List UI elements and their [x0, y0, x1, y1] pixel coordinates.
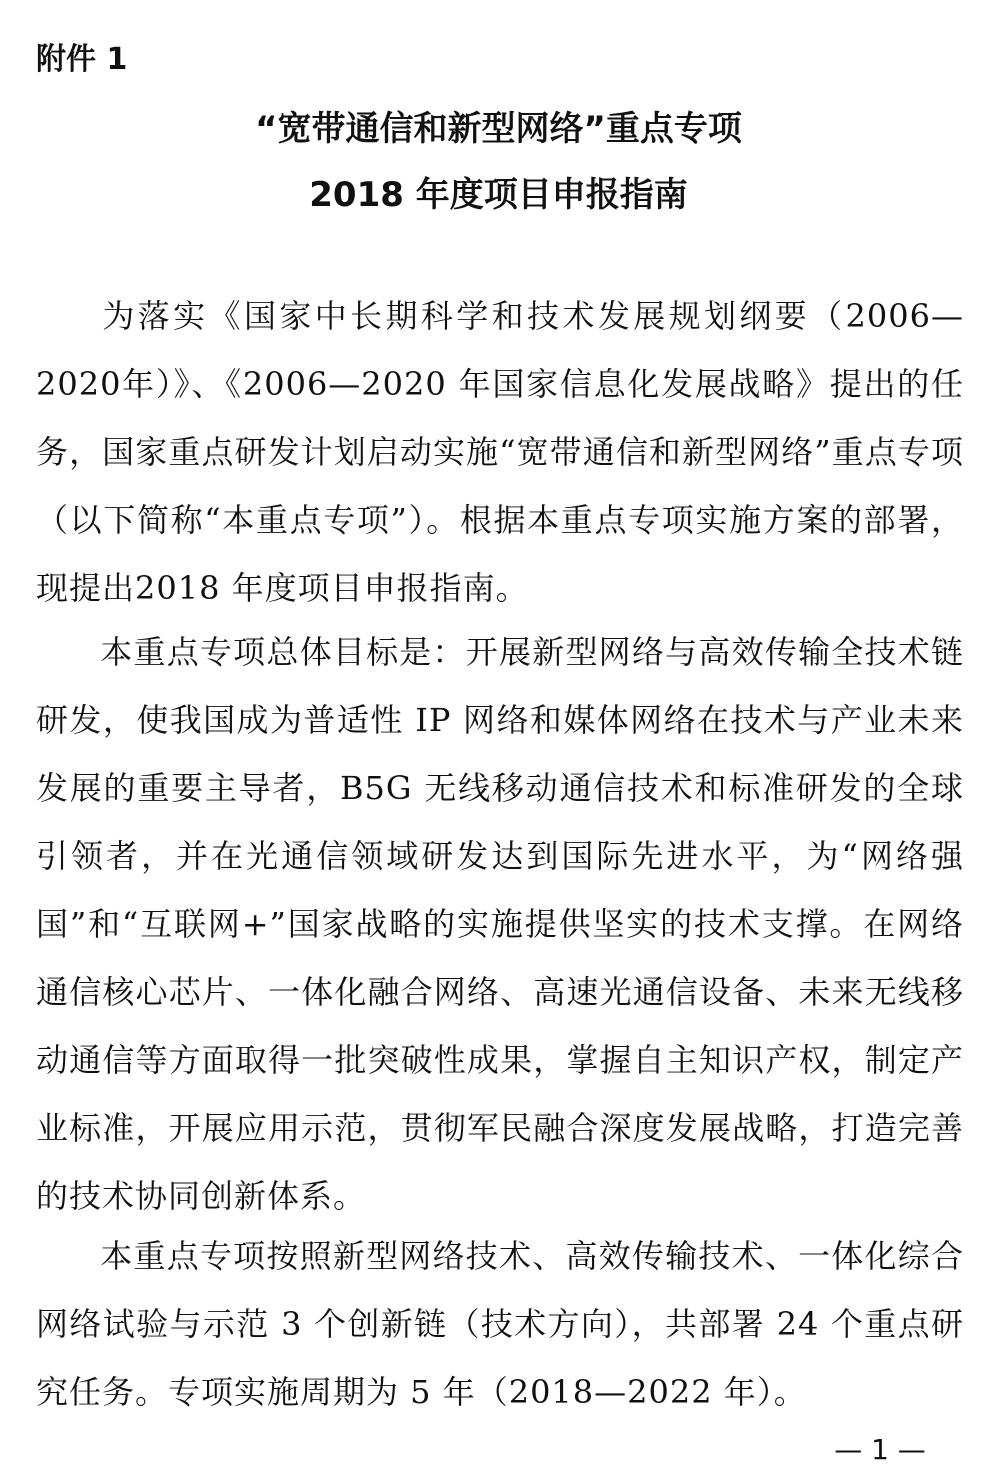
paragraph-1-text: 为落实《国家中长期科学和技术发展规划纲要（2006—2020年）》、《2006—2020 年国家信息化发展战略》提出的任务，国家重点研发计划启动实施“宽带通信和新型网络”重点专项（以下简称“本重点专项”）。根据本重点专项实施方案的部署，现提出2018 年度项目申报指南。 [36, 297, 964, 607]
paragraph-1 [36, 282, 964, 622]
document-title-line-1: “宽带通信和新型网络”重点专项 [255, 109, 742, 149]
paragraph-3 [36, 1222, 964, 1426]
attachment-label: 附件 1 [36, 42, 128, 77]
paragraph-2-text: 本重点专项总体目标是：开展新型网络与高效传输全技术链研发，使我国成为普适性 IP 网络和媒体网络在技术与产业未来发展的重要主导者，B5G 无线移动通信技术和标准研发的全球引领者，并在光通信领域研发达到国际先进水平，为“网络强国”和“互联网+”国家战略的实施提供坚实的技术支撑。在网络通信核心芯片、一体化融合网络、高速光通信设备、未来无线移动通信等方面取得一批突破性成果，掌握自主知识产权，制定产业标准，开展应用示范，贯彻军民融合深度发展战略，打造完善的技术协同创新体系。 [36, 633, 964, 1215]
paragraph-3-text: 本重点专项按照新型网络技术、高效传输技术、一体化综合网络试验与示范 3 个创新链（技术方向），共部署 24 个重点研究任务。专项实施周期为 5 年（2018—2022 年）。 [36, 1237, 964, 1411]
paragraph-2 [36, 618, 964, 1230]
document-title-line-2: 2018 年度项目申报指南 [309, 175, 688, 215]
page-number: — 1 — [834, 1433, 926, 1466]
